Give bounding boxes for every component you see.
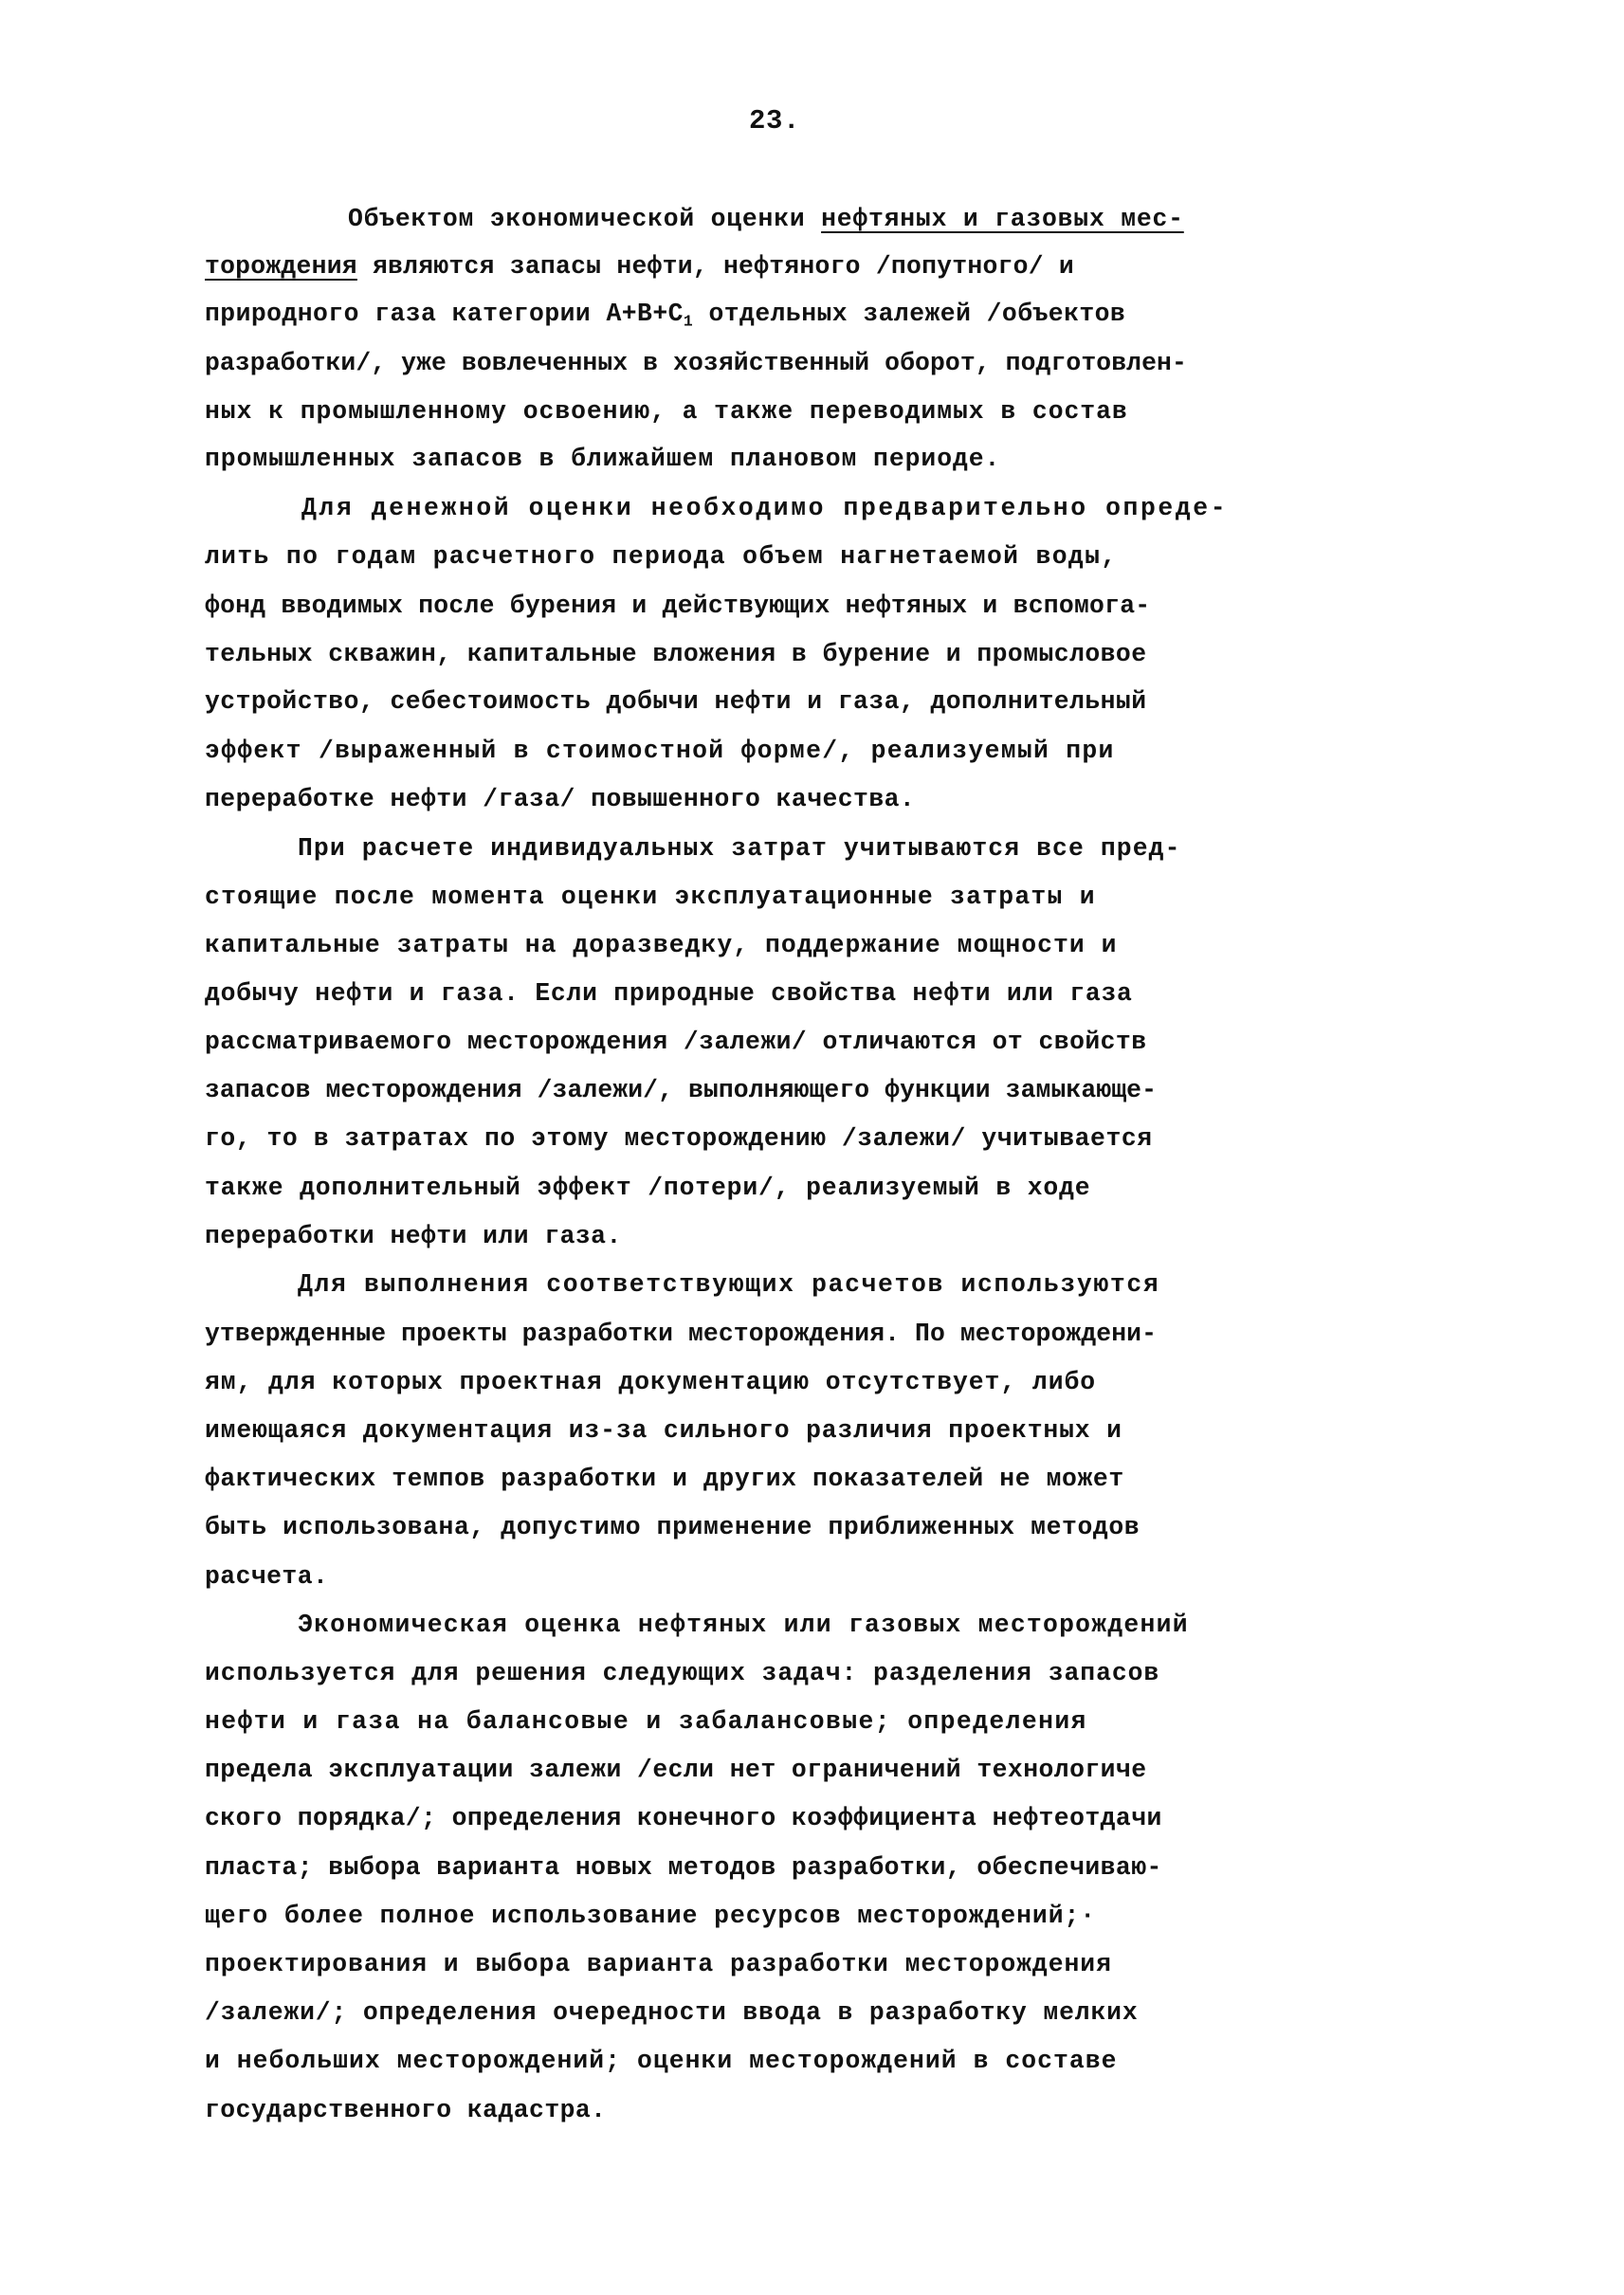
paragraph-1-line-2 bbox=[205, 240, 1074, 293]
paragraph-3-line-3: капитальные затраты на доразведку, поддержание мощности и bbox=[205, 931, 1118, 959]
paragraph-2-line-3: фонд вводимых после бурения и действующих нефтяных и вспомога- bbox=[205, 592, 1151, 620]
paragraph-5-line-7: щего более полное использование ресурсов месторождений;· bbox=[205, 1902, 1097, 1930]
paragraph-4-line-5: фактических темпов разработки и других показателей не может bbox=[205, 1465, 1124, 1493]
paragraph-2-line-6: эффект /выраженный в стоимостной форме/, реализуемый при bbox=[205, 737, 1115, 765]
paragraph-4-line-1: Для выполнения соответствующих расчетов используются bbox=[298, 1270, 1160, 1299]
underlined-phrase: нефтяных и газовых мес- bbox=[821, 205, 1184, 233]
paragraph-5-line-1: Экономическая оценка нефтяных или газовых месторождений bbox=[298, 1611, 1189, 1639]
paragraph-1-line-3-text: природного газа категории $А+В+С_1$ отдельных залежей /объектов bbox=[205, 300, 1126, 331]
paragraph-5-line-11: государственного кадастра. bbox=[205, 2096, 607, 2124]
paragraph-3-line-5: рассматриваемого месторождения /залежи/ отличаются от свойств bbox=[205, 1028, 1147, 1056]
paragraph-1-line-4: разработки/, уже вовлеченных в хозяйственный оборот, подготовлен- bbox=[205, 349, 1187, 377]
paragraph-5-line-2: используется для решения следующих задач: разделения запасов bbox=[205, 1659, 1160, 1687]
paragraph-5-line-9: /залежи/; определения очередности ввода в разработку мелких bbox=[205, 1998, 1139, 2027]
paragraph-3-line-6: запасов месторождения /залежи/, выполняющего функции замыкающе- bbox=[205, 1076, 1158, 1104]
paragraph-3-line-2: стоящие после момента оценки эксплуатационные затраты и bbox=[205, 883, 1096, 911]
paragraph-2-line-4: тельных скважин, капитальные вложения в бурение и промысловое bbox=[205, 640, 1147, 668]
paragraph-4-line-6: быть использована, допустимо применение приближенных методов bbox=[205, 1513, 1140, 1541]
paragraph-3-line-8: также дополнительный эффект /потери/, реализуемый в ходе bbox=[205, 1174, 1091, 1202]
category-subscript: 1 bbox=[683, 312, 694, 331]
paragraph-3-line-7: го, то в затратах по этому месторождению /залежи/ учитывается bbox=[205, 1124, 1153, 1153]
paragraph-4-line-3: ям, для которых проектная документацию отсутствует, либо bbox=[205, 1368, 1097, 1396]
paragraph-5-line-8: проектирования и выбора варианта разработки месторождения bbox=[205, 1950, 1112, 1978]
paragraph-2-line-1: Для денежной оценки необходимо предварительно опреде- bbox=[301, 494, 1229, 522]
paragraph-2-line-5: устройство, себестоимость добычи нефти и газа, дополнительный bbox=[205, 687, 1147, 716]
paragraph-1-line-6: промышленных запасов в ближайшем плановом периоде. bbox=[205, 445, 1001, 473]
underlined-phrase: торождения bbox=[205, 252, 357, 281]
paragraph-1-line-1-text: Объектом экономической оценки нефтяных и газовых мес- bbox=[348, 205, 1184, 233]
paragraph-1-line-5: ных к промышленному освоению, а также переводимых в состав bbox=[205, 397, 1128, 426]
paragraph-2-line-2: лить по годам расчетного периода объем нагнетаемой воды, bbox=[205, 542, 1118, 571]
paragraph-1-line-3 bbox=[205, 287, 1125, 340]
paragraph-3-line-4: добычу нефти и газа. Если природные свойства нефти или газа bbox=[205, 979, 1133, 1008]
paragraph-1-line-1 bbox=[348, 192, 1184, 246]
paragraph-4-line-4: имеющаяся документация из-за сильного различия проектных и bbox=[205, 1416, 1122, 1445]
paragraph-5-line-10: и небольших месторождений; оценки месторождений в составе bbox=[205, 2047, 1118, 2075]
paragraph-2-line-7: переработке нефти /газа/ повышенного качества. bbox=[205, 785, 916, 813]
paragraph-4-line-2: утвержденные проекты разработки месторождения. По месторождени- bbox=[205, 1320, 1158, 1348]
paragraph-5-line-4: предела эксплуатации залежи /если нет ограничений технологиче bbox=[205, 1756, 1147, 1784]
page-number: 23. bbox=[749, 105, 801, 137]
paragraph-1-line-2-text: торождения являются запасы нефти, нефтяного /попутного/ и bbox=[205, 252, 1074, 281]
paragraph-5-line-3: нефти и газа на балансовые и забалансовые; определения bbox=[205, 1707, 1087, 1736]
paragraph-5-line-6: пласта; выбора варианта новых методов разработки, обеспечиваю- bbox=[205, 1853, 1162, 1882]
paragraph-3-line-9: переработки нефти или газа. bbox=[205, 1222, 622, 1250]
paragraph-3-line-1: При расчете индивидуальных затрат учитываются все пред- bbox=[298, 834, 1181, 863]
paragraph-5-line-5: ского порядка/; определения конечного коэффициента нефтеотдачи bbox=[205, 1804, 1162, 1832]
paragraph-4-line-7: расчета. bbox=[205, 1562, 329, 1591]
